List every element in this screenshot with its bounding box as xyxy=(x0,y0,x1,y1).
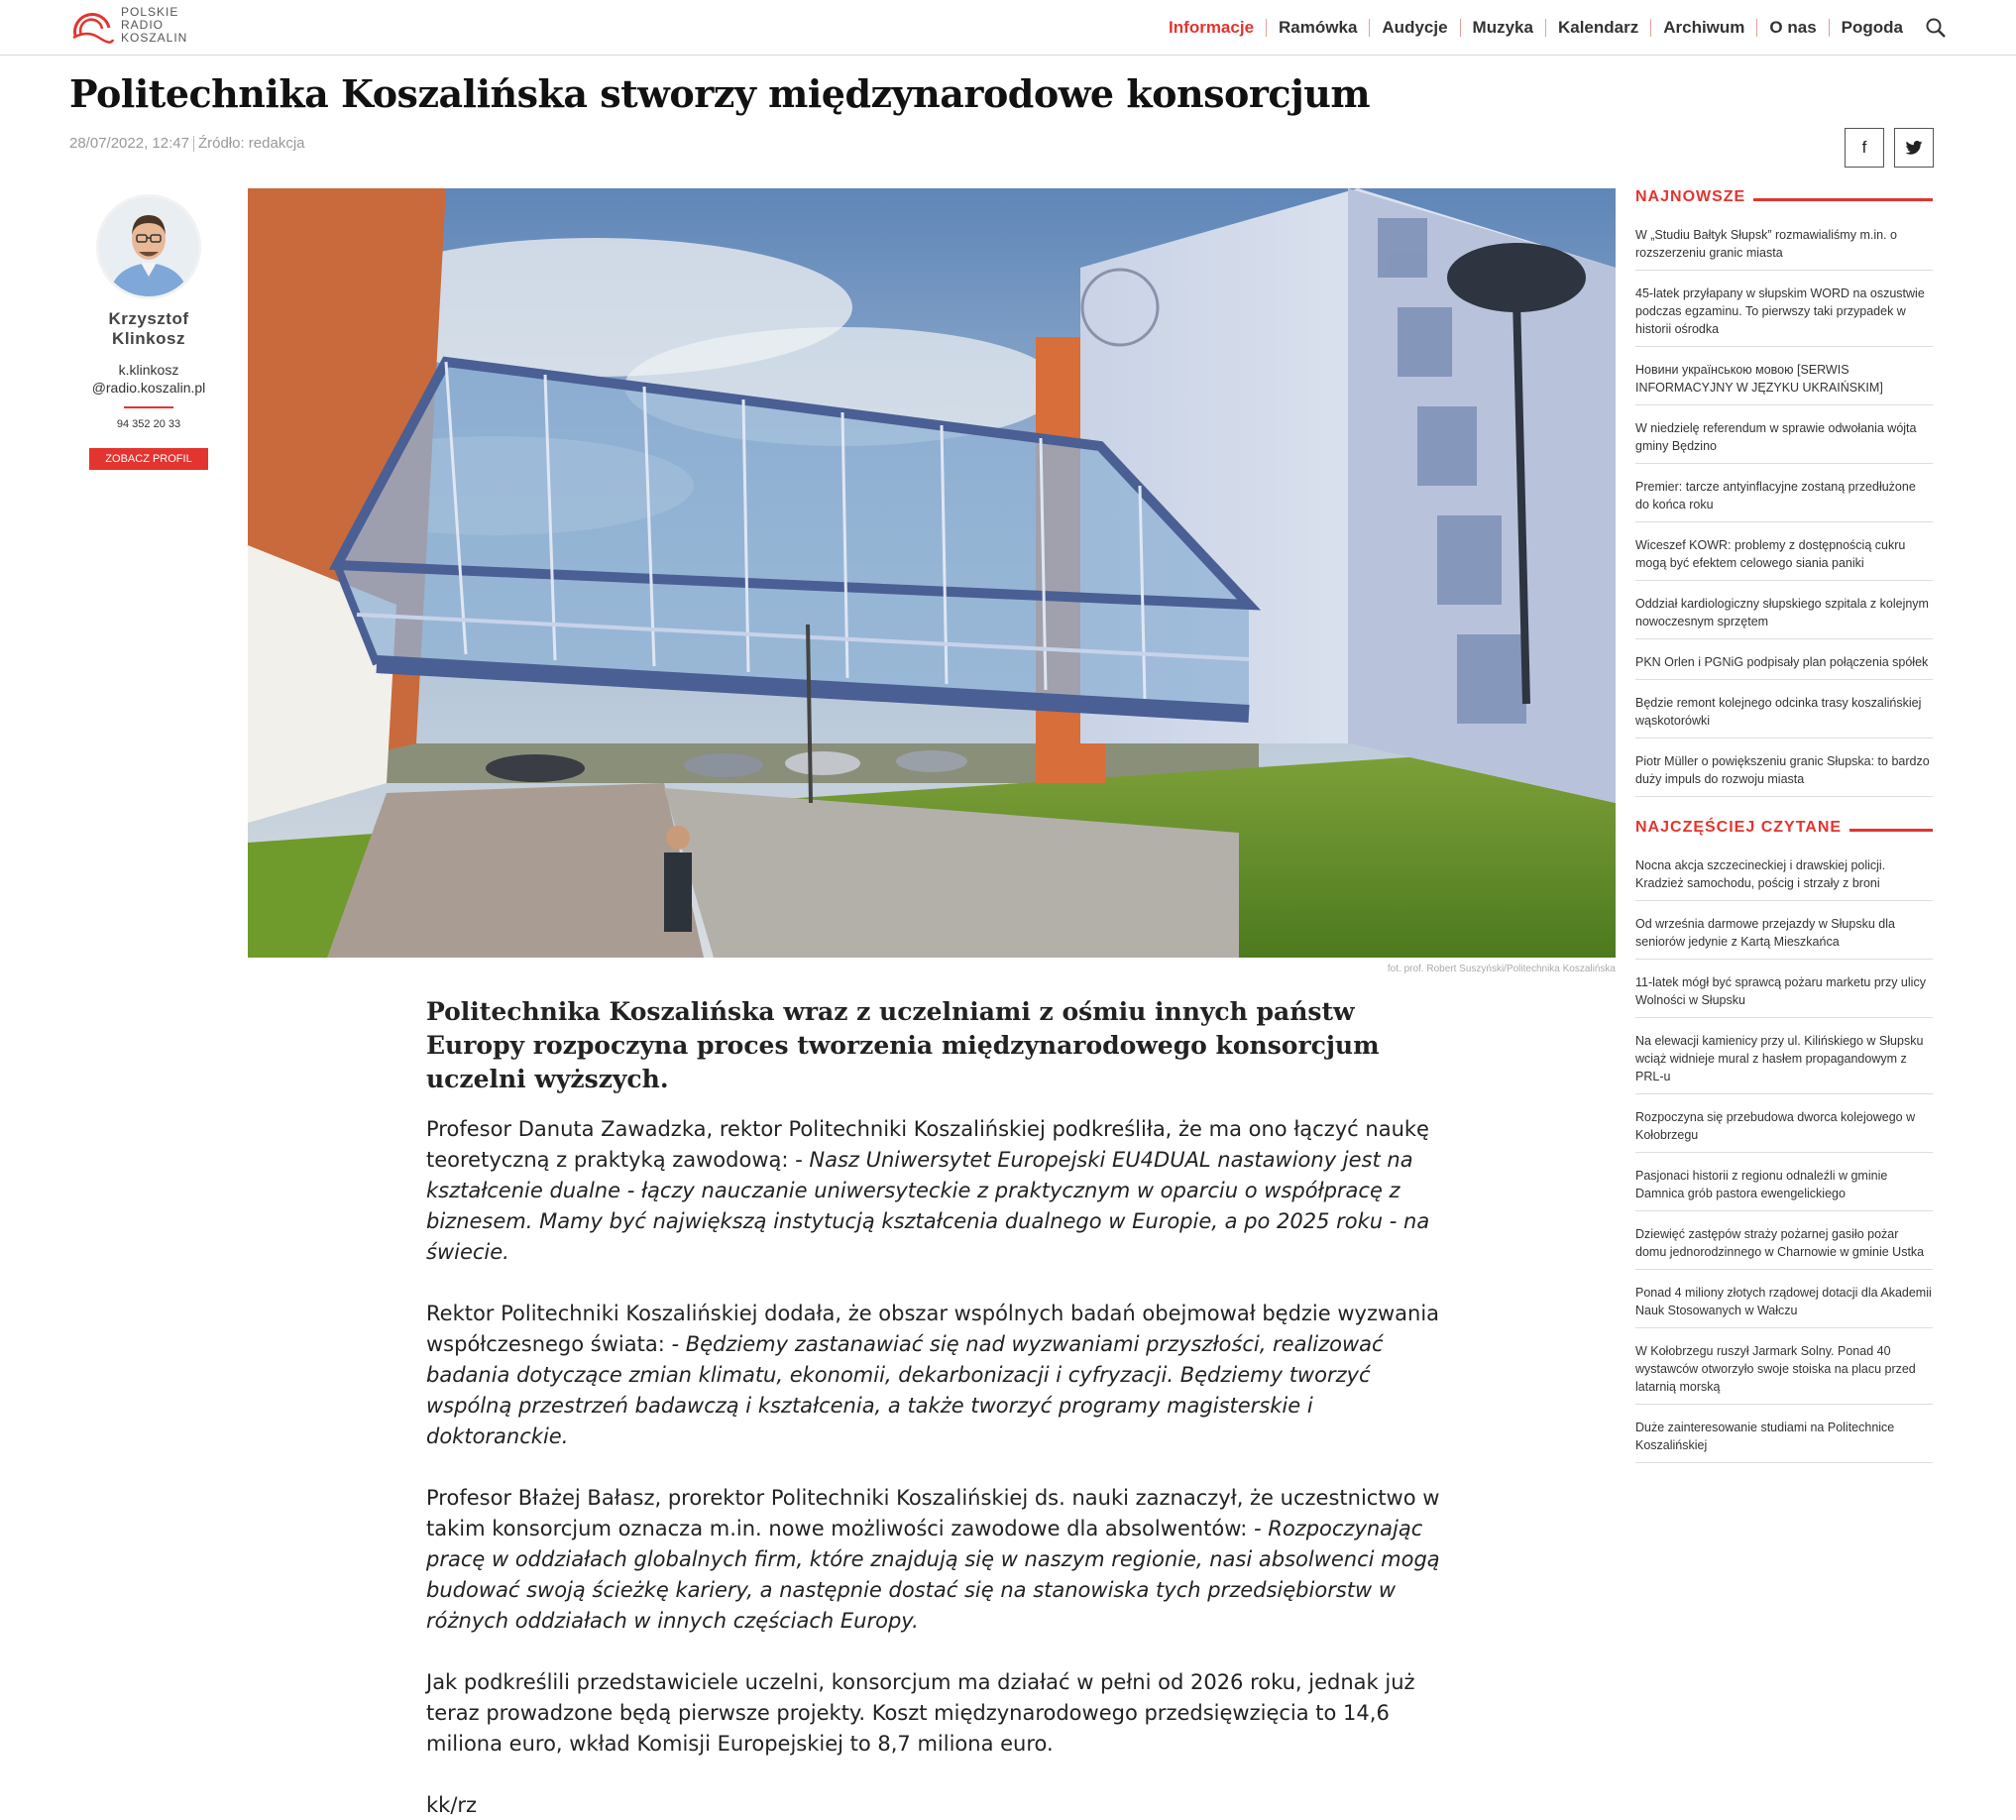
newest-item[interactable]: Premier: tarcze antyinflacyjne zostaną przedłużone do końca roku xyxy=(1635,472,1933,522)
nav-o-nas[interactable]: O nas xyxy=(1757,19,1829,37)
newest-item[interactable]: 45-latek przyłapany w słupskim WORD na oszustwie podczas egzaminu. To pierwszy taki przypadek w historii ośrodka xyxy=(1635,279,1933,347)
newest-heading-bar xyxy=(1753,198,1933,201)
nav-archiwum[interactable]: Archiwum xyxy=(1651,19,1757,37)
popular-item[interactable]: 11-latek mógł być sprawcą pożaru marketu przy ulicy Wolności w Słupsku xyxy=(1635,967,1933,1018)
popular-item[interactable]: Nocna akcja szczecineckiej i drawskiej policji. Kradzież samochodu, pościg i strzały z broni xyxy=(1635,851,1933,901)
article-date: 28/07/2022, 12:47 xyxy=(69,135,189,152)
newest-list xyxy=(1635,220,1933,797)
newest-heading xyxy=(1635,188,1933,206)
paragraph-2-text: Rektor Politechniki Koszalińskiej dodała, że obszar wspólnych badań obejmował będzie wyzwania współczesnego świata: xyxy=(426,1302,1440,1356)
logo-mark-icon xyxy=(69,8,115,46)
popular-heading xyxy=(1635,819,1933,837)
popular-list xyxy=(1635,851,1933,1463)
article-source: Źródło: redakcja xyxy=(197,135,305,152)
popular-item[interactable]: W Kołobrzegu ruszył Jarmark Solny. Ponad 40 wystawców otworzyło swoje stoiska na placu przed latarnią morską xyxy=(1635,1336,1933,1405)
logo-line-1: POLSKIE xyxy=(121,5,179,19)
article-paragraph-3 xyxy=(426,1483,1447,1637)
meta-divider xyxy=(193,136,194,152)
author-email-line-2: @radio.koszalin.pl xyxy=(91,380,206,396)
author-phone: 94 352 20 33 xyxy=(116,418,181,430)
newest-item[interactable]: W „Studiu Bałtyk Słupsk” rozmawialiśmy m.in. o rozszerzeniu granic miasta xyxy=(1635,220,1933,271)
newest-item[interactable]: Oddział kardiologiczny słupskiego szpitala z kolejnym nowoczesnym sprzętem xyxy=(1635,589,1933,639)
article-photo xyxy=(248,188,1616,958)
nav-pogoda[interactable]: Pogoda xyxy=(1841,18,1903,37)
author-divider xyxy=(124,406,173,408)
nav-informacje[interactable]: Informacje xyxy=(1157,19,1267,37)
main-nav xyxy=(1157,0,1947,56)
paragraph-1-quote: - Nasz Uniwersytet Europejski EU4DUAL nastawiony jest na kształcenie dualne - łączy nauczanie uniwersyteckie z praktycznym w oparciu o współpracę z biznesem. Mamy być największą instytucją kształcenia dualnego w Europie, a po 2025 roku - na świecie. xyxy=(426,1148,1430,1264)
photo-credit: fot. prof. Robert Suszyński/Politechnika Koszalińska xyxy=(1387,964,1616,974)
article-meta xyxy=(69,135,305,152)
sidebar xyxy=(1635,188,1933,1471)
article-paragraph-2 xyxy=(426,1299,1447,1452)
popular-heading-label: NAJCZĘŚCIEJ CZYTANE xyxy=(1635,819,1843,836)
newest-item[interactable]: PKN Orlen i PGNiG podpisały plan połączenia spółek xyxy=(1635,647,1933,680)
logo-line-3: KOSZALIN xyxy=(121,31,188,45)
site-logo[interactable] xyxy=(69,6,218,50)
paragraph-3-quote: - Rozpoczynając pracę w oddziałach globalnych firm, które znajdują się w naszym regionie, nasi absolwenci mogą budować swoją ścieżkę kariery, a następnie dostać się na stanowiska tych przedsiębiorstw w różnych oddziałach w innych częściach Europy. xyxy=(426,1517,1440,1633)
share-facebook-button[interactable] xyxy=(1845,128,1884,168)
popular-heading-bar xyxy=(1849,829,1933,832)
newest-item[interactable]: Wiceszef KOWR: problemy z dostępnością cukru mogą być efektem celowego siania paniki xyxy=(1635,530,1933,581)
newest-item[interactable]: Новини українською мовою [SERWIS INFORMACYJNY W JĘZYKU UKRAIŃSKIM] xyxy=(1635,355,1933,405)
paragraph-3-text: Profesor Błażej Bałasz, prorektor Politechniki Koszalińskiej ds. nauki zaznaczył, że uczestnictwo w takim konsorcjum oznacza m.in. nowe możliwości zawodowe dla absolwentów: xyxy=(426,1486,1440,1540)
logo-line-2: RADIO xyxy=(121,18,165,32)
university-building-photo xyxy=(248,188,1616,958)
nav-audycje[interactable]: Audycje xyxy=(1370,19,1460,37)
newest-item[interactable]: W niedzielę referendum w sprawie odwołania wójta gminy Będzino xyxy=(1635,413,1933,464)
newest-heading-label: NAJNOWSZE xyxy=(1635,188,1746,205)
logo-text xyxy=(121,6,187,45)
paragraph-2-quote: - Będziemy zastanawiać się nad wyzwaniami przyszłości, realizować badania dotyczące zmian klimatu, ekonomii, dekarbonizacji i cyfryzacji. Będziemy tworzyć wspólną przestrzeń badawczą i kształcenia, a także tworzyć programy magisterskie i doktoranckie. xyxy=(426,1332,1384,1448)
author-photo-icon xyxy=(99,197,198,296)
popular-item[interactable]: Dziewięć zastępów straży pożarnej gasiło pożar domu jednorodzinnego w Charnowie w gminie Ustka xyxy=(1635,1219,1933,1270)
author-email-line-1: k.klinkosz xyxy=(118,362,179,378)
article-lead: Politechnika Koszalińska wraz z uczelniami z ośmiu innych państw Europy rozpoczyna proces tworzenia międzynarodowego konsorcjum uczelni wyższych. xyxy=(426,997,1380,1093)
site-header xyxy=(0,0,2016,56)
article-title: Politechnika Koszalińska stworzy międzynarodowe konsorcjum xyxy=(69,71,1371,116)
facebook-icon: f xyxy=(1861,138,1867,157)
nav-kalendarz[interactable]: Kalendarz xyxy=(1546,19,1651,37)
author-email[interactable] xyxy=(69,361,228,397)
popular-item[interactable]: Ponad 4 miliony złotych rządowej dotacji dla Akademii Nauk Stosowanych w Wałczu xyxy=(1635,1278,1933,1328)
article-signature: kk/rz xyxy=(426,1793,478,1817)
newest-item[interactable]: Będzie remont kolejnego odcinka trasy koszalińskiej wąskotorówki xyxy=(1635,688,1933,739)
author-avatar[interactable] xyxy=(96,194,201,299)
popular-item[interactable]: Od września darmowe przejazdy w Słupsku dla seniorów jedynie z Kartą Mieszkańca xyxy=(1635,909,1933,960)
author-name: Krzysztof Klinkosz xyxy=(108,309,189,348)
nav-ramowka[interactable]: Ramówka xyxy=(1267,19,1370,37)
twitter-icon xyxy=(1905,141,1923,155)
view-profile-button[interactable]: ZOBACZ PROFIL xyxy=(89,448,207,470)
author-card xyxy=(69,194,228,470)
article-body xyxy=(426,1114,1447,1820)
article-paragraph-1 xyxy=(426,1114,1447,1268)
share-twitter-button[interactable] xyxy=(1894,128,1934,168)
popular-item[interactable]: Na elewacji kamienicy przy ul. Kilińskiego w Słupsku wciąż widnieje mural z hasłem propagandowym z PRL-u xyxy=(1635,1026,1933,1094)
search-icon[interactable] xyxy=(1925,17,1947,39)
newest-item[interactable]: Piotr Müller o powiększeniu granic Słupska: to bardzo duży impuls do rozwoju miasta xyxy=(1635,746,1933,797)
nav-muzyka[interactable]: Muzyka xyxy=(1461,19,1546,37)
popular-item[interactable]: Pasjonaci historii z regionu odnaleźli w gminie Damnica grób pastora ewengelickiego xyxy=(1635,1161,1933,1211)
popular-item[interactable]: Rozpoczyna się przebudowa dworca kolejowego w Kołobrzegu xyxy=(1635,1102,1933,1153)
paragraph-1-text: Profesor Danuta Zawadzka, rektor Politechniki Koszalińskiej podkreśliła, że ma ono łączyć naukę teoretyczną z praktyką zawodową: xyxy=(426,1117,1429,1172)
popular-item[interactable]: Duże zainteresowanie studiami na Politechnice Koszalińskiej xyxy=(1635,1413,1933,1463)
article-paragraph-4: Jak podkreślili przedstawiciele uczelni, konsorcjum ma działać w pełni od 2026 roku, jednak już teraz prowadzone będą pierwsze projekty. Koszt międzynarodowego przedsięwzięcia to 14,6 miliona euro, wkład Komisji Europejskiej to 8,7 miliona euro. xyxy=(426,1670,1415,1756)
